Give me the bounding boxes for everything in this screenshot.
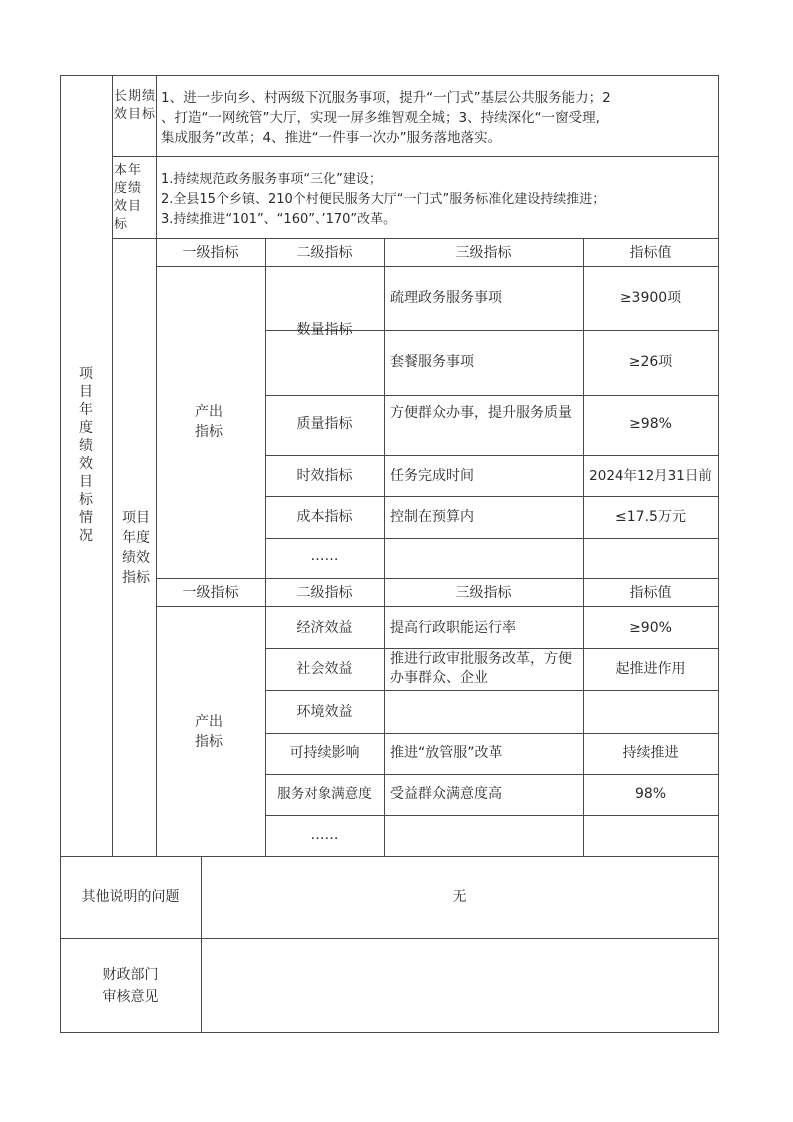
s1-row4-value: 2024年12月31日前 [589, 468, 712, 484]
s1-row4-level2: 时效指标 [296, 468, 353, 484]
s2-row5-level2: 服务对象满意度 [277, 786, 372, 802]
annual-goal-line: 3.持续推进“101”、“160”、’170”改革。 [161, 212, 397, 227]
s2-row2-level3: 推进行政审批服务改革，方便办事群众、企业 [390, 651, 572, 686]
s1-row2-value: ≥26项 [628, 354, 673, 370]
s1-row2-level3: 套餐服务事项 [390, 354, 474, 370]
other-notes-value: 无 [452, 889, 467, 905]
header-value: 指标值 [629, 245, 672, 261]
long-term-label: 长期绩效目标 [114, 89, 157, 122]
outer-section-label: 项目年度绩效目标情况 [79, 366, 93, 544]
s1-row5-value: ≤17.5万元 [615, 509, 686, 525]
s1-row3-level3: 方便群众办事，提升服务质量 [390, 405, 572, 421]
annual-goal-line: 1.持续规范政务服务事项“三化”建设； [161, 172, 382, 187]
s1-row1-level3: 疏理政务服务事项 [390, 290, 502, 306]
long-term-line: 集成服务”改革；4、推进“一件事一次办”服务落地落实。 [161, 130, 502, 146]
header2-level1: 一级指标 [182, 585, 239, 601]
s2-row5-level3: 受益群众满意度高 [390, 786, 502, 802]
s1-row3-value: ≥98% [629, 416, 672, 432]
long-term-line: 、打造“一网统管”大厅，实现一屏多维智观全城；3、持续深化“一窗受理, [161, 110, 600, 126]
section1-level1: 产出指标 [195, 404, 223, 440]
s1-row3-level2: 质量指标 [296, 416, 353, 432]
s2-row3-level2: 环境效益 [296, 704, 353, 720]
annual-goal-line: 2.全县15个乡镇、210个村便民服务大厅“一门式”服务标准化建设持续推进； [161, 192, 606, 207]
s2-row4-value: 持续推进 [622, 745, 679, 761]
s2-row2-value: 起推进作用 [615, 661, 686, 677]
s2-row2-level2: 社会效益 [296, 661, 353, 677]
s1-row4-level3: 任务完成时间 [390, 468, 474, 484]
finance-review-label-line1: 财政部门 [102, 967, 159, 983]
s1-row1-value: ≥3900项 [619, 290, 682, 306]
long-term-line: 1、进一步向乡、村两级下沉服务事项，提升“一门式”基层公共服务能力；2 [161, 90, 611, 106]
s1-row5-level3: 控制在预算内 [390, 509, 474, 525]
s2-row6-level2: …… [310, 827, 339, 843]
s1-row6-level2: …… [310, 548, 339, 564]
s2-row1-level2: 经济效益 [296, 620, 353, 636]
s2-row1-value: ≥90% [629, 620, 672, 636]
annual-goal-label: 本年度绩效目标 [114, 163, 143, 232]
indicators-label: 项目年度绩效指标 [122, 510, 150, 586]
header2-value: 指标值 [629, 585, 672, 601]
section2-level1: 产出指标 [195, 714, 223, 750]
header-level1: 一级指标 [182, 245, 239, 261]
header2-level2: 二级指标 [296, 585, 353, 601]
s1-row1-level2: 数量指标 [296, 322, 353, 338]
header-level2: 二级指标 [296, 245, 353, 261]
s2-row5-value: 98% [634, 786, 667, 802]
s2-row1-level3: 提高行政职能运行率 [390, 620, 516, 636]
finance-review-label-line2: 审核意见 [102, 989, 159, 1005]
header2-level3: 三级指标 [455, 585, 512, 601]
s1-row5-level2: 成本指标 [296, 509, 353, 525]
header-level3: 三级指标 [455, 245, 512, 261]
other-notes-label: 其他说明的问题 [81, 889, 180, 905]
s2-row4-level3: 推进“放管服”改革 [390, 745, 503, 761]
s2-row4-level2: 可持续影响 [289, 745, 360, 761]
